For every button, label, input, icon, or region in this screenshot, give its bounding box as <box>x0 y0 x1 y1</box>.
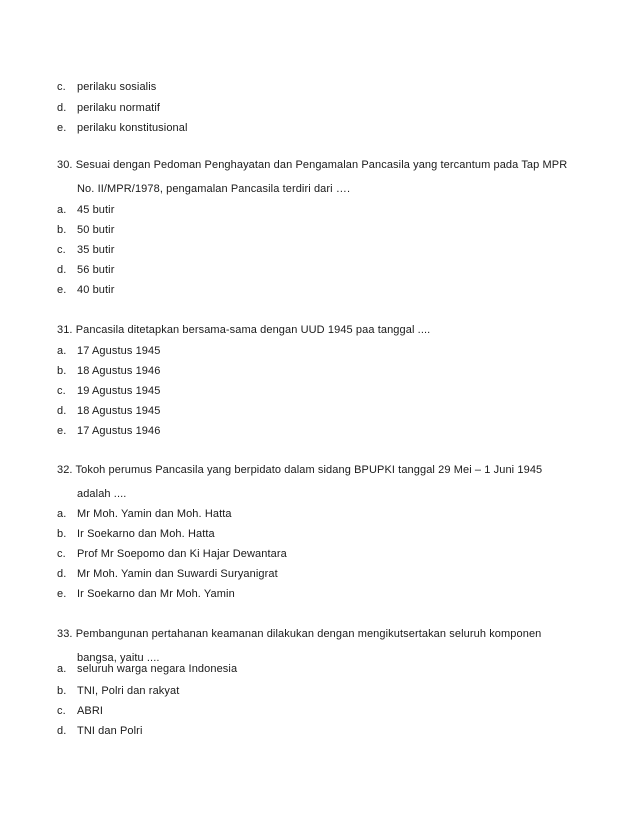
option-letter: d. <box>57 264 67 276</box>
question-text: 30. Sesuai dengan Pedoman Penghayatan dan Pengamalan Pancasila yang tercantum pada Tap MPR <box>57 159 568 171</box>
option-letter: d. <box>57 725 67 737</box>
question-text-continued: bangsa, yaitu .... <box>77 652 160 664</box>
option-text: 17 Agustus 1946 <box>77 425 161 437</box>
option-text: seluruh warga negara Indonesia <box>77 663 238 675</box>
option-letter: b. <box>57 685 67 697</box>
answer-option <box>57 283 598 297</box>
answer-option <box>57 243 598 257</box>
option-letter: d. <box>57 405 67 417</box>
option-text: Prof Mr Soepomo dan Ki Hajar Dewantara <box>77 548 287 560</box>
option-text: 18 Agustus 1946 <box>77 365 161 377</box>
option-letter: b. <box>57 365 67 377</box>
answer-option <box>57 567 598 581</box>
option-letter: a. <box>57 345 67 357</box>
option-text: 17 Agustus 1945 <box>77 345 161 357</box>
answer-option <box>57 203 598 217</box>
question-text: 32. Tokoh perumus Pancasila yang berpidato dalam sidang BPUPKI tanggal 29 Mei – 1 Juni 1945 <box>57 464 543 476</box>
answer-option <box>57 507 598 521</box>
option-letter: c. <box>57 385 66 397</box>
option-letter: e. <box>57 425 67 437</box>
option-text: ABRI <box>77 705 104 717</box>
answer-option <box>57 384 598 398</box>
option-text: 35 butir <box>77 244 115 256</box>
answer-option <box>57 527 598 541</box>
option-text: 50 butir <box>77 224 115 236</box>
option-text: perilaku normatif <box>77 102 161 114</box>
option-text: 18 Agustus 1945 <box>77 405 161 417</box>
option-letter: a. <box>57 204 67 216</box>
option-letter: a. <box>57 508 67 520</box>
option-text: 40 butir <box>77 284 115 296</box>
option-text: TNI dan Polri <box>77 725 143 737</box>
option-letter: b. <box>57 224 67 236</box>
answer-option <box>57 364 598 378</box>
option-text: perilaku sosialis <box>77 81 157 93</box>
option-text: 19 Agustus 1945 <box>77 385 161 397</box>
answer-option <box>57 80 598 94</box>
question-text-continued: No. II/MPR/1978, pengamalan Pancasila terdiri dari …. <box>77 183 351 195</box>
question-text: 31. Pancasila ditetapkan bersama-sama dengan UUD 1945 paa tanggal .... <box>57 324 431 336</box>
option-text: 45 butir <box>77 204 115 216</box>
option-letter: a. <box>57 663 67 675</box>
option-letter: c. <box>57 81 66 93</box>
answer-option <box>57 547 598 561</box>
answer-option <box>57 587 598 601</box>
question-text: 33. Pembangunan pertahanan keamanan dilakukan dengan mengikutsertakan seluruh komponen <box>57 628 542 640</box>
option-letter: e. <box>57 588 67 600</box>
option-letter: c. <box>57 705 66 717</box>
answer-option <box>57 662 598 676</box>
answer-option <box>57 684 598 698</box>
option-text: Ir Soekarno dan Mr Moh. Yamin <box>77 588 235 600</box>
option-text: Ir Soekarno dan Moh. Hatta <box>77 528 215 540</box>
answer-option <box>57 263 598 277</box>
answer-option <box>57 424 598 438</box>
question-text-continued: adalah .... <box>77 488 127 500</box>
option-letter: d. <box>57 102 67 114</box>
option-letter: e. <box>57 284 67 296</box>
option-letter: c. <box>57 244 66 256</box>
answer-option <box>57 101 598 115</box>
option-letter: c. <box>57 548 66 560</box>
option-text: perilaku konstitusional <box>77 122 188 134</box>
answer-option <box>57 704 598 718</box>
answer-option <box>57 724 598 738</box>
answer-option <box>57 121 598 135</box>
option-letter: b. <box>57 528 67 540</box>
option-text: 56 butir <box>77 264 115 276</box>
option-letter: d. <box>57 568 67 580</box>
option-text: Mr Moh. Yamin dan Suwardi Suryanigrat <box>77 568 278 580</box>
answer-option <box>57 404 598 418</box>
answer-option <box>57 223 598 237</box>
answer-option <box>57 344 598 358</box>
option-letter: e. <box>57 122 67 134</box>
option-text: TNI, Polri dan rakyat <box>77 685 180 697</box>
option-text: Mr Moh. Yamin dan Moh. Hatta <box>77 508 232 520</box>
